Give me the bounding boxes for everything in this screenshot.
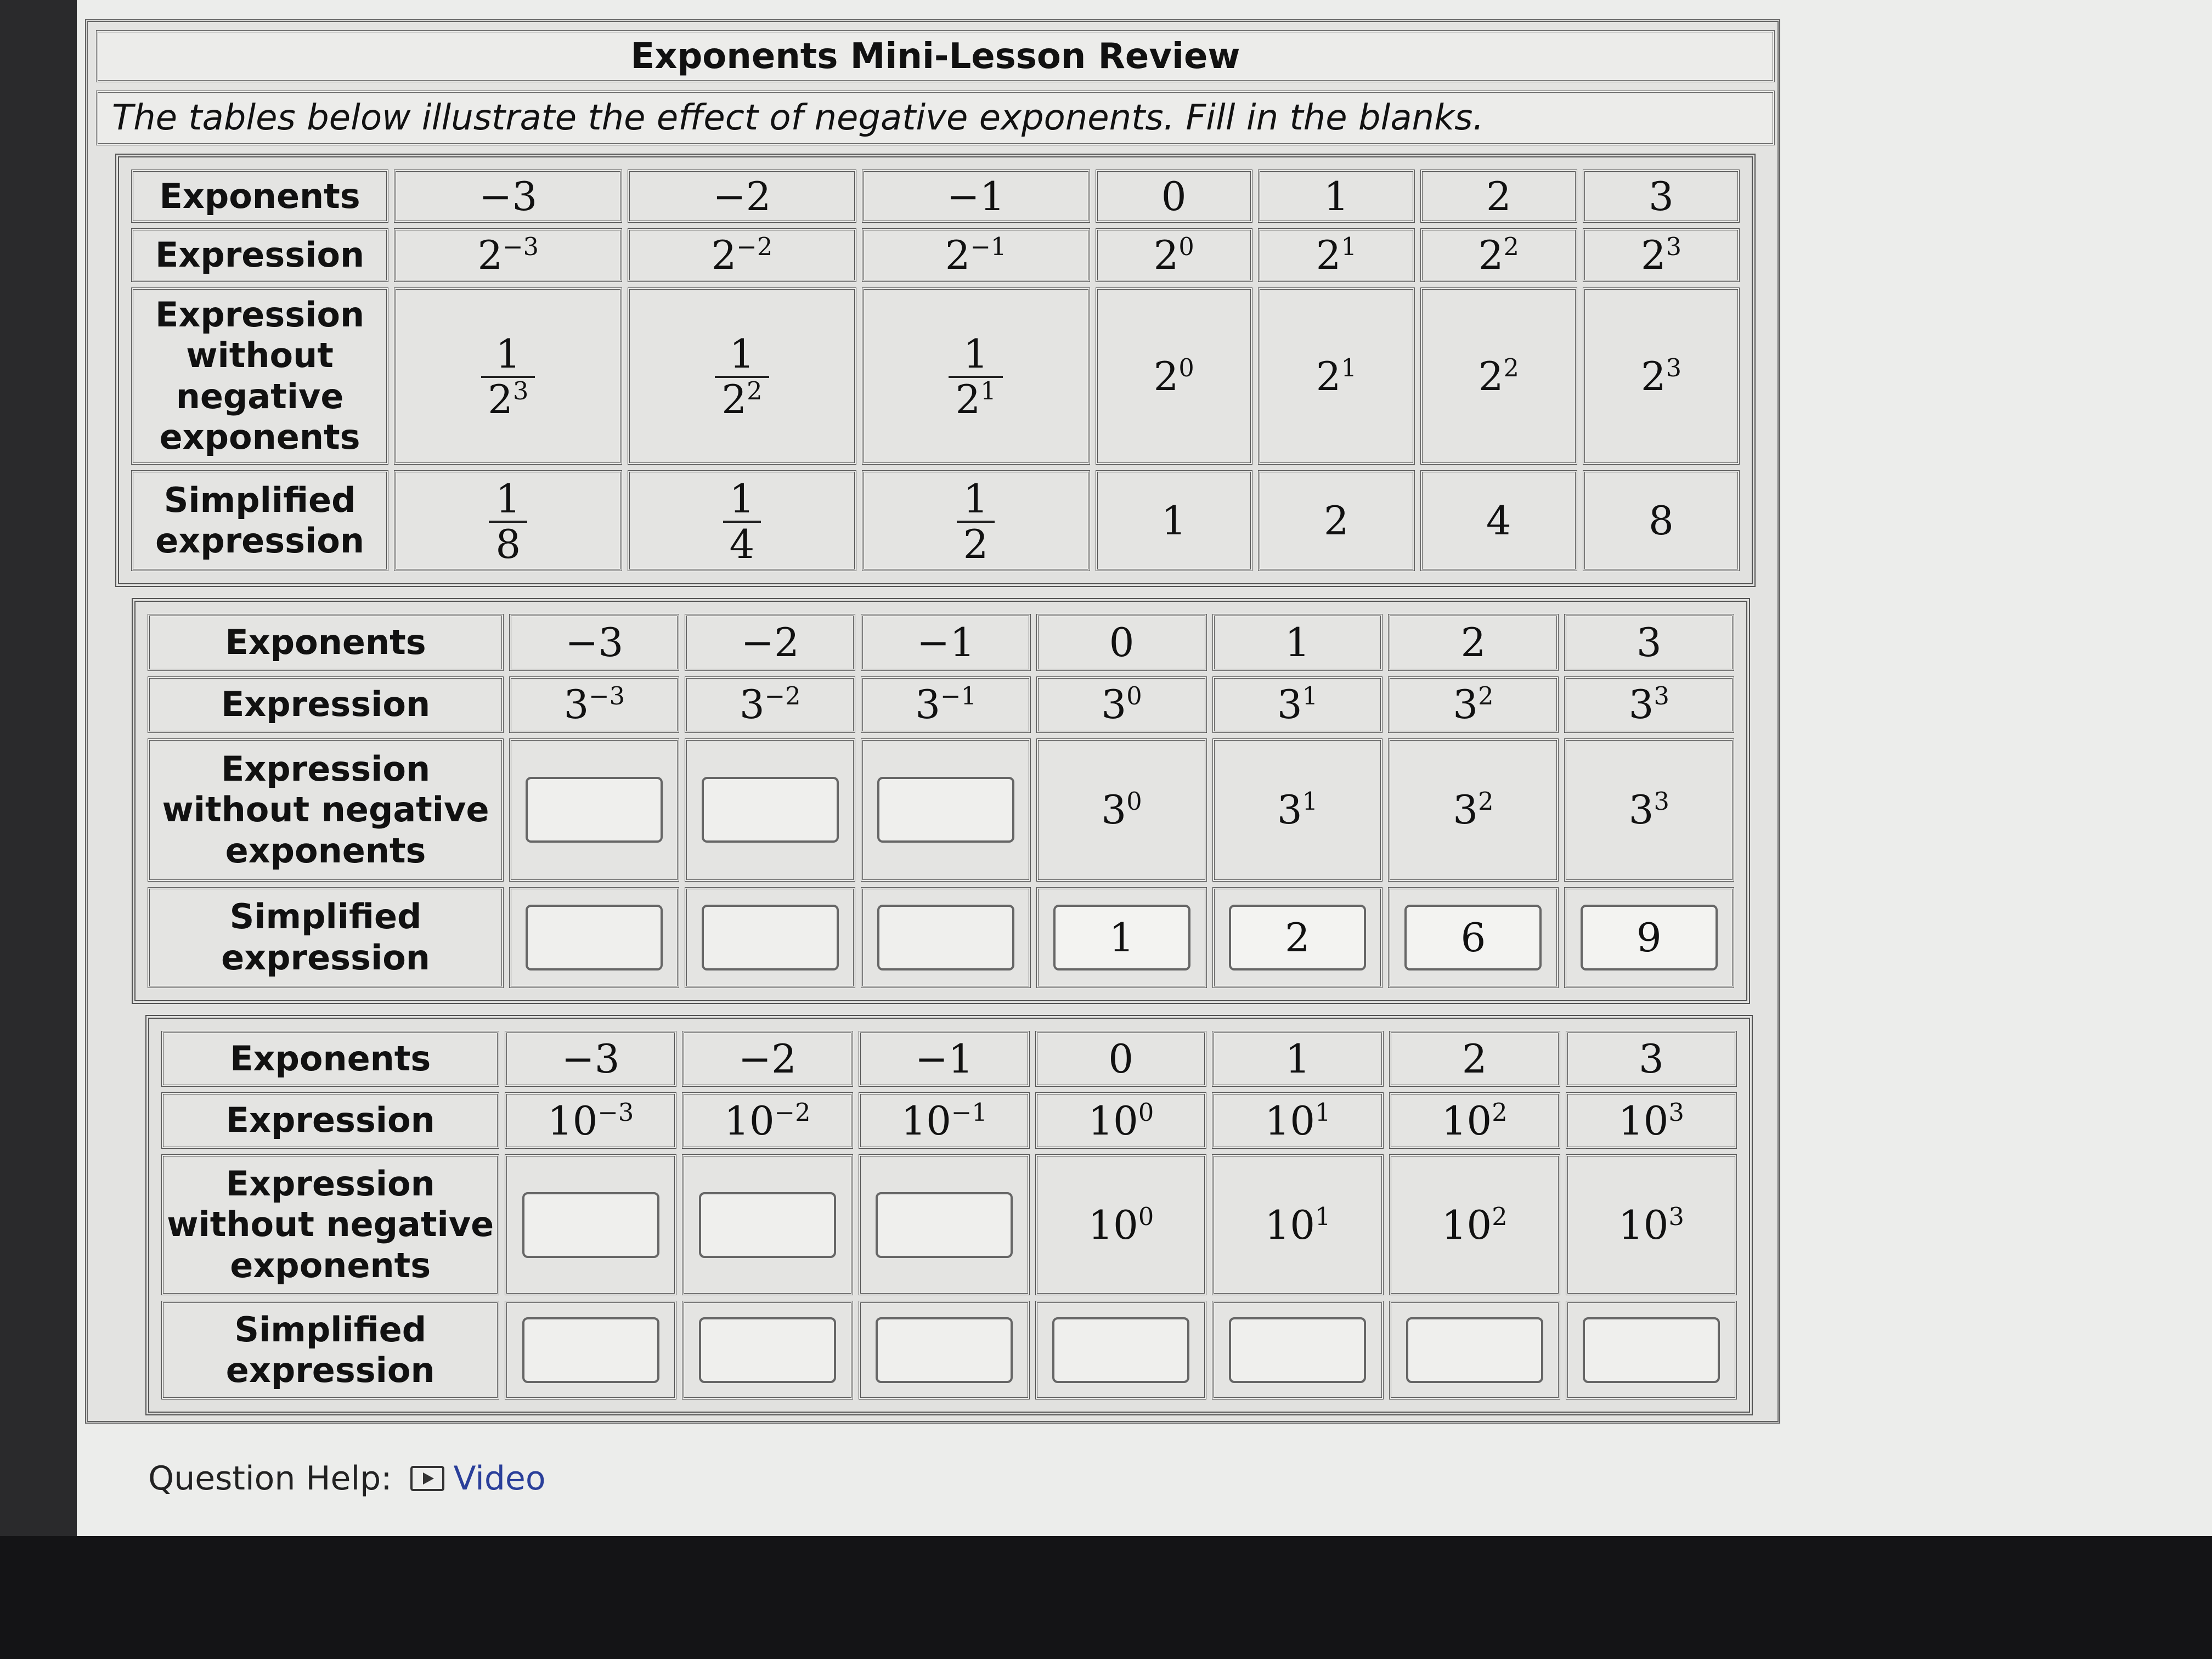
cell-without-negative: [1212, 738, 1383, 881]
fraction-numerator: 1: [495, 330, 521, 377]
expression-power-base: 10: [1618, 1097, 1669, 1144]
cell-expression: [1583, 228, 1740, 281]
question-help: [148, 1459, 546, 1498]
answer-input[interactable]: [522, 1192, 659, 1258]
cell-simplified: 4: [1420, 470, 1577, 571]
cell-without-negative: [394, 287, 622, 465]
answer-input[interactable]: [1583, 1317, 1720, 1383]
expression-power-base: 2: [477, 232, 503, 279]
row-label-exponents: Exponents: [161, 1031, 499, 1087]
power-base: 10: [1441, 1201, 1492, 1248]
power: [1316, 353, 1357, 399]
answer-input-filled[interactable]: 6: [1404, 905, 1542, 970]
power-base: 3: [1277, 787, 1302, 833]
cell-exponents: 1: [1258, 170, 1415, 223]
cell-expression: [628, 228, 856, 281]
cell-simplified: [1564, 887, 1734, 988]
expression-power-exponent: −3: [503, 233, 539, 262]
fraction-numerator: 1: [729, 475, 755, 522]
cell-without-negative: [1583, 287, 1740, 465]
denominator-power-base: 2: [955, 376, 981, 423]
expression-power-base: 10: [1265, 1097, 1316, 1144]
answer-input[interactable]: [526, 905, 663, 970]
fraction: [481, 332, 535, 421]
expression-power: [1101, 681, 1142, 727]
power: [1154, 353, 1194, 399]
expression-power: [1154, 232, 1194, 278]
cell-expression: [1389, 1092, 1560, 1148]
expression-power: [740, 681, 801, 727]
expression-power: [1629, 681, 1669, 727]
video-link[interactable]: [410, 1459, 545, 1498]
power: [1479, 353, 1519, 399]
expression-power: [901, 1098, 987, 1144]
expression-power-exponent: 3: [1654, 682, 1669, 711]
expression-power: [563, 681, 625, 727]
cell-expression: [394, 228, 622, 281]
cell-simplified: [628, 470, 856, 571]
fraction-denominator: [715, 376, 769, 421]
cell-expression: [685, 676, 855, 733]
power-exponent: 0: [1178, 353, 1194, 382]
expression-power: [548, 1098, 634, 1144]
answer-input[interactable]: [522, 1317, 659, 1383]
expression-power-exponent: 3: [1666, 233, 1682, 262]
expression-power: [1265, 1098, 1330, 1144]
expression-power: [1442, 1098, 1508, 1144]
cell-without-negative: [509, 738, 679, 881]
monitor-bezel: [0, 1536, 2212, 1659]
expression-power: [945, 232, 1007, 278]
cell-exponents: −2: [685, 614, 855, 671]
answer-input-filled[interactable]: 2: [1229, 905, 1366, 970]
cell-expression: [682, 1092, 853, 1148]
cell-expression: [505, 1092, 676, 1148]
fraction-denominator: [949, 376, 1002, 421]
expression-power-base: 3: [1277, 681, 1302, 728]
cell-exponents: −1: [859, 1031, 1030, 1087]
fraction-denominator: 2: [957, 521, 995, 566]
row-label-expression: Expression: [148, 676, 504, 733]
cell-simplified: [861, 887, 1031, 988]
page-title: Exponents Mini-Lesson Review: [96, 30, 1775, 82]
row-label-without-negative: Expression without negative exponents: [131, 287, 388, 465]
expression-power-base: 10: [1441, 1097, 1492, 1144]
power-base: 3: [1101, 787, 1127, 833]
expression-power: [1479, 232, 1519, 278]
cell-simplified: [685, 887, 855, 988]
answer-input[interactable]: [699, 1317, 836, 1383]
cell-expression: [1212, 676, 1383, 733]
power-base: 10: [1618, 1201, 1669, 1248]
cell-simplified: [862, 470, 1090, 571]
power: [1641, 353, 1681, 399]
cell-expression: [861, 676, 1031, 733]
cell-exponents: −1: [862, 170, 1090, 223]
cell-without-negative: [859, 1154, 1030, 1295]
cell-exponents: 2: [1388, 614, 1558, 671]
cell-without-negative: [1212, 1154, 1383, 1295]
instructions: The tables below illustrate the effect of negative exponents. Fill in the blanks.: [96, 91, 1775, 145]
row-label-without-negative: Expression without negative exponents: [148, 738, 504, 881]
cell-exponents: −3: [394, 170, 622, 223]
denominator-power: [955, 376, 996, 422]
cell-simplified: [1566, 1301, 1737, 1400]
expression-power-exponent: 2: [1503, 233, 1519, 262]
cell-exponents: 3: [1566, 1031, 1737, 1087]
answer-input[interactable]: [702, 905, 839, 970]
cell-expression: [1036, 676, 1206, 733]
cell-without-negative: [1566, 1154, 1737, 1295]
expression-power-exponent: −2: [774, 1098, 811, 1127]
cell-without-negative: [685, 738, 855, 881]
play-video-icon: [410, 1466, 444, 1491]
power-exponent: 0: [1138, 1202, 1154, 1231]
row-label-exponents: Exponents: [131, 170, 388, 223]
power-exponent: 2: [1492, 1202, 1508, 1231]
cell-without-negative: [1388, 738, 1558, 881]
power-base: 3: [1628, 787, 1654, 833]
cell-exponents: 0: [1096, 170, 1252, 223]
expression-power: [477, 232, 539, 278]
cell-exponents: 0: [1036, 614, 1206, 671]
power-exponent: 1: [1302, 787, 1318, 816]
expression-power: [1453, 681, 1493, 727]
expression-power-exponent: 0: [1138, 1098, 1154, 1127]
expression-power-exponent: −1: [951, 1098, 988, 1127]
row-label-exponents: Exponents: [148, 614, 504, 671]
expression-power: [1088, 1098, 1154, 1144]
expression-power: [724, 1098, 810, 1144]
fraction-numerator: 1: [729, 330, 755, 377]
power-exponent: 2: [1478, 787, 1494, 816]
cell-without-negative: [861, 738, 1031, 881]
expression-power-exponent: −1: [940, 682, 977, 711]
cell-without-negative: [1258, 287, 1415, 465]
expression-power-base: 2: [1153, 232, 1179, 279]
answer-input[interactable]: [526, 777, 663, 843]
denominator-power-exponent: 3: [512, 377, 529, 406]
power: [1629, 787, 1669, 833]
row-label-simplified: Simplified expression: [161, 1301, 499, 1400]
cell-exponents: −1: [861, 614, 1031, 671]
fraction-denominator: 4: [723, 521, 761, 566]
cell-simplified: 1: [1096, 470, 1252, 571]
power-exponent: 1: [1341, 353, 1357, 382]
cell-simplified: [1212, 1301, 1383, 1400]
table-base-3: [132, 598, 1750, 1004]
expression-power-exponent: −2: [736, 233, 773, 262]
cell-simplified: [1035, 1301, 1206, 1400]
cell-simplified: [394, 470, 622, 571]
answer-input[interactable]: [876, 1192, 1013, 1258]
denominator-power-exponent: 1: [980, 377, 996, 406]
fraction: [723, 477, 761, 566]
cell-simplified: [1212, 887, 1383, 988]
expression-power-base: 2: [1478, 232, 1504, 279]
cell-without-negative: [1096, 287, 1252, 465]
cell-exponents: 0: [1035, 1031, 1206, 1087]
expression-power-exponent: 1: [1315, 1098, 1331, 1127]
table-base-2: [115, 154, 1756, 587]
cell-without-negative: [1564, 738, 1734, 881]
expression-power: [915, 681, 977, 727]
expression-power-base: 2: [1316, 232, 1341, 279]
answer-input[interactable]: [1229, 1317, 1366, 1383]
cell-exponents: 3: [1564, 614, 1734, 671]
power-base: 2: [1478, 353, 1504, 399]
fraction-numerator: 1: [963, 330, 989, 377]
expression-power-base: 3: [739, 681, 765, 728]
answer-input[interactable]: [699, 1192, 836, 1258]
cell-without-negative: [1420, 287, 1577, 465]
expression-power-base: 3: [1101, 681, 1127, 728]
answer-input[interactable]: [876, 1317, 1013, 1383]
denominator-power-exponent: 2: [747, 377, 763, 406]
question-help-label: Question Help:: [148, 1459, 392, 1498]
row-label-expression: Expression: [161, 1092, 499, 1148]
row-label-simplified: Simplified expression: [148, 887, 504, 988]
power-exponent: 3: [1654, 787, 1669, 816]
expression-power-base: 10: [547, 1097, 598, 1144]
power: [1442, 1202, 1508, 1248]
cell-simplified: 2: [1258, 470, 1415, 571]
cell-expression: [862, 228, 1090, 281]
answer-input[interactable]: [877, 905, 1014, 970]
row-label-without-negative: Expression without negative exponents: [161, 1154, 499, 1295]
cell-simplified: [859, 1301, 1030, 1400]
expression-power-base: 10: [901, 1097, 951, 1144]
expression-power-base: 10: [1088, 1097, 1138, 1144]
expression-power-base: 2: [1640, 232, 1666, 279]
fraction-denominator: 8: [489, 521, 527, 566]
cell-without-negative: [682, 1154, 853, 1295]
power-base: 10: [1088, 1201, 1138, 1248]
cell-expression: [1212, 1092, 1383, 1148]
row-label-simplified: Simplified expression: [131, 470, 388, 571]
expression-power-exponent: 3: [1668, 1098, 1684, 1127]
cell-exponents: 2: [1420, 170, 1577, 223]
power: [1618, 1202, 1684, 1248]
answer-input[interactable]: [1052, 1317, 1189, 1383]
power-exponent: 2: [1503, 353, 1519, 382]
power-base: 2: [1316, 353, 1341, 399]
cell-without-negative: [628, 287, 856, 465]
cell-without-negative: [1036, 738, 1206, 881]
power-base: 3: [1453, 787, 1479, 833]
answer-input-filled[interactable]: 9: [1581, 905, 1718, 970]
expression-power-exponent: −1: [970, 233, 1007, 262]
cell-simplified: [505, 1301, 676, 1400]
expression-power: [1316, 232, 1357, 278]
expression-power-exponent: −2: [764, 682, 801, 711]
fraction: [489, 477, 527, 566]
cell-expression: [1420, 228, 1577, 281]
power-exponent: 3: [1666, 353, 1682, 382]
cell-exponents: −2: [682, 1031, 853, 1087]
denominator-power-base: 2: [721, 376, 747, 423]
cell-without-negative: [505, 1154, 676, 1295]
cell-simplified: [1036, 887, 1206, 988]
power: [1265, 1202, 1330, 1248]
cell-expression: [1564, 676, 1734, 733]
expression-power-exponent: 2: [1478, 682, 1494, 711]
cell-exponents: 2: [1389, 1031, 1560, 1087]
fraction: [715, 332, 769, 421]
power-exponent: 3: [1668, 1202, 1684, 1231]
expression-power-exponent: 2: [1492, 1098, 1508, 1127]
cell-simplified: [682, 1301, 853, 1400]
expression-power: [712, 232, 773, 278]
screen-left-edge: [0, 0, 77, 1536]
cell-exponents: −3: [509, 614, 679, 671]
fraction: [949, 332, 1002, 421]
fraction-numerator: 1: [495, 475, 521, 522]
power-exponent: 1: [1315, 1202, 1331, 1231]
power-base: 10: [1265, 1201, 1316, 1248]
cell-simplified: [1388, 887, 1558, 988]
power: [1453, 787, 1493, 833]
expression-power-exponent: 0: [1178, 233, 1194, 262]
power-base: 2: [1153, 353, 1179, 399]
denominator-power: [721, 376, 762, 422]
expression-power-base: 2: [711, 232, 737, 279]
cell-expression: [859, 1092, 1030, 1148]
video-link-label: Video: [453, 1459, 546, 1498]
expression-power-exponent: 1: [1302, 682, 1318, 711]
power: [1277, 787, 1318, 833]
cell-exponents: −3: [505, 1031, 676, 1087]
answer-input[interactable]: [702, 777, 839, 843]
expression-power-exponent: 0: [1126, 682, 1142, 711]
table-base-10: [145, 1015, 1753, 1415]
cell-simplified: 8: [1583, 470, 1740, 571]
expression-power-base: 3: [1628, 681, 1654, 728]
expression-power-base: 10: [724, 1097, 775, 1144]
power: [1101, 787, 1142, 833]
denominator-power-base: 2: [488, 376, 513, 423]
expression-power: [1641, 232, 1681, 278]
cell-exponents: −2: [628, 170, 856, 223]
expression-power-base: 3: [563, 681, 589, 728]
power: [1088, 1202, 1154, 1248]
fraction-denominator: [481, 376, 535, 421]
cell-expression: [509, 676, 679, 733]
expression-power-exponent: −3: [589, 682, 625, 711]
cell-exponents: 3: [1583, 170, 1740, 223]
cell-without-negative: [1389, 1154, 1560, 1295]
cell-expression: [1035, 1092, 1206, 1148]
cell-expression: [1388, 676, 1558, 733]
denominator-power: [488, 376, 528, 422]
answer-input-filled[interactable]: 1: [1053, 905, 1190, 970]
expression-power-base: 3: [1453, 681, 1479, 728]
cell-without-negative: [862, 287, 1090, 465]
cell-without-negative: [1035, 1154, 1206, 1295]
cell-exponents: 1: [1212, 1031, 1383, 1087]
cell-simplified: [509, 887, 679, 988]
answer-input[interactable]: [1406, 1317, 1543, 1383]
row-label-expression: Expression: [131, 228, 388, 281]
expression-power-exponent: 1: [1341, 233, 1357, 262]
expression-power-base: 3: [915, 681, 941, 728]
cell-expression: [1566, 1092, 1737, 1148]
power-base: 2: [1640, 353, 1666, 399]
power-exponent: 0: [1126, 787, 1142, 816]
cell-expression: [1258, 228, 1415, 281]
cell-expression: [1096, 228, 1252, 281]
expression-power: [1277, 681, 1318, 727]
expression-power-base: 2: [945, 232, 970, 279]
answer-input[interactable]: [877, 777, 1014, 843]
cell-exponents: 1: [1212, 614, 1383, 671]
expression-power: [1618, 1098, 1684, 1144]
expression-power-exponent: −3: [597, 1098, 634, 1127]
fraction: [957, 477, 995, 566]
fraction-numerator: 1: [963, 475, 989, 522]
cell-simplified: [1389, 1301, 1560, 1400]
